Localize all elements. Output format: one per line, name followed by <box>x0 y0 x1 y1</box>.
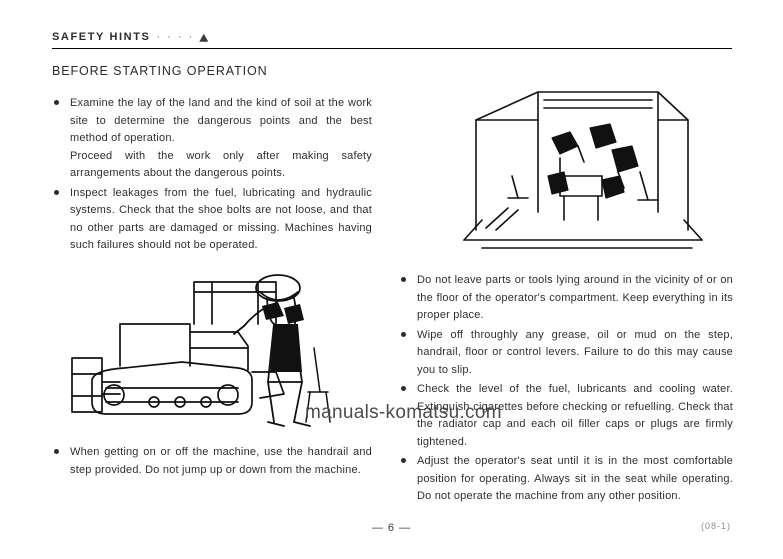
list-item-text: When getting on or off the machine, use the handrail and step provided. Do not jump up or down from the machine. <box>70 446 372 476</box>
header-divider <box>52 48 732 49</box>
list-item <box>399 327 733 380</box>
triangle-mark-icon <box>198 31 210 43</box>
bullet-icon <box>401 458 406 463</box>
watermark: manuals-komatsu.com <box>305 402 502 423</box>
section-title: BEFORE STARTING OPERATION <box>52 64 268 78</box>
list-item-text: Check the level of the fuel, lubricants and cooling water. Extinguish cigarettes before checking or refuelling. Check that the radiator cap and each oil filler caps or plugs are firmly tightened. <box>417 383 733 448</box>
list-item <box>52 444 372 479</box>
list-item-text: Wipe off throughly any grease, oil or mud on the step, handrail, floor or control levers. Failure to do this may cause you to slip. <box>417 328 733 376</box>
page-header <box>52 28 732 50</box>
bullet-list-bottom-left <box>52 444 372 481</box>
list-item <box>52 185 372 255</box>
bullet-icon <box>401 277 406 282</box>
list-item <box>52 95 372 183</box>
bullet-icon <box>401 332 406 337</box>
bullet-list-right <box>399 272 733 508</box>
list-item-text: Do not leave parts or tools lying around in the vicinity of or on the floor of the operator's compartment. Keep everything in its proper place. <box>417 274 733 321</box>
bullet-icon <box>54 449 59 454</box>
bullet-list-top-left <box>52 95 372 257</box>
list-item-continuation: Proceed with the work only after making safety arrangements about the dangerous points. <box>70 149 372 179</box>
list-item-text: Examine the lay of the land and the kind of soil at the work site to determine the dangerous points and the best method of operation. <box>70 97 372 144</box>
list-item <box>399 272 733 325</box>
operator-cab-controls-illustration <box>452 80 714 255</box>
list-item-text: Inspect leakages from the fuel, lubricating and hydraulic systems. Check that the shoe bolts are not loose, and that no other parts are damaged or missing. Machines having such failures should not be operated. <box>70 186 372 251</box>
header-title: SAFETY HINTS <box>52 30 151 43</box>
bullet-icon <box>54 190 59 195</box>
bullet-icon <box>401 386 406 391</box>
list-item <box>399 453 733 506</box>
list-item-text: Adjust the operator's seat until it is in the most comfortable position for operating. Always sit in the seat while operating. Do not operate the machine from any other position. <box>417 455 733 502</box>
page-number: — 6 — <box>371 522 412 534</box>
header-dots: · · · · <box>156 30 195 43</box>
bullet-icon <box>54 100 59 105</box>
footer-code: (08-1) <box>700 521 731 531</box>
